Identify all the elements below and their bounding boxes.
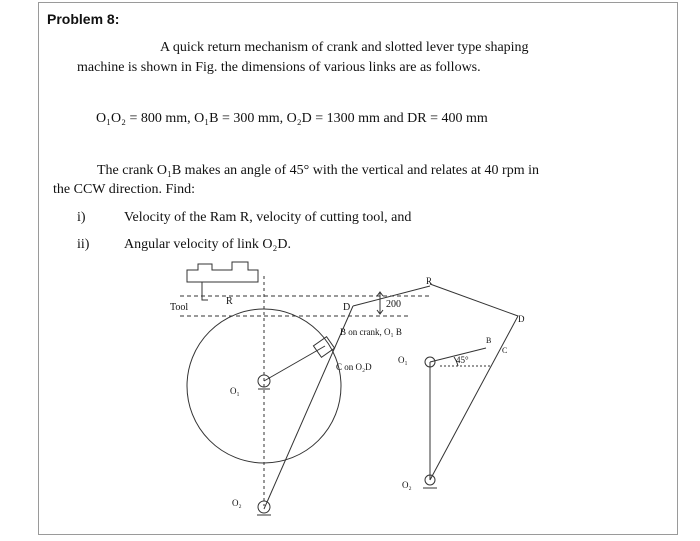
label-d-right: D: [518, 314, 525, 324]
dimensions-line: O₁O₂ = 800 mm, O₁B = 300 mm, O₂D = 1300 mm and DR = 400 mm: [96, 111, 488, 126]
label-d-mid: D: [343, 302, 351, 313]
intro-line-1: A quick return mechanism of crank and slotted lever type shaping: [160, 40, 529, 55]
label-o1-right: O₁: [398, 355, 408, 365]
task-marker-1: i): [77, 210, 86, 225]
crank-arm: [264, 346, 325, 381]
o2-pivot: [258, 501, 270, 513]
task-text-2: Angular velocity of link O₂D.: [124, 237, 292, 252]
mechanism-figure: [140, 256, 540, 536]
label-r-right: R: [426, 276, 433, 286]
label-b-right: B: [486, 336, 492, 345]
label-tool: Tool: [170, 302, 189, 313]
right-diagram: [423, 284, 518, 488]
tool-post: [187, 262, 258, 282]
tool-shape: [202, 282, 208, 300]
label-b-on-crank: B on crank, O₁ B: [340, 327, 402, 337]
task-marker-2: ii): [77, 237, 90, 252]
crank-line-2: the CCW direction. Find:: [53, 182, 196, 197]
label-o2-right: O₂: [402, 480, 412, 490]
label-dim-200: 200: [386, 299, 401, 310]
label-c-on-o2d: C on O₂D: [336, 362, 372, 372]
task-text-1: Velocity of the Ram R, velocity of cutting tool, and: [124, 210, 412, 225]
right-lever: [430, 316, 518, 480]
right-link-rd: [430, 284, 518, 316]
intro-line-2: machine is shown in Fig. the dimensions of various links are as follows.: [77, 60, 481, 75]
label-angle: 45°: [456, 355, 469, 365]
problem-heading: Problem 8:: [47, 11, 120, 27]
crank-line-1: The crank O₁B makes an angle of 45° with the vertical and relates at 40 rpm in: [97, 163, 539, 178]
label-r-left: R: [226, 296, 233, 307]
label-o2-left: O₂: [232, 498, 242, 508]
label-o1-left: O₁: [230, 386, 240, 396]
label-c-right: C: [502, 346, 508, 355]
